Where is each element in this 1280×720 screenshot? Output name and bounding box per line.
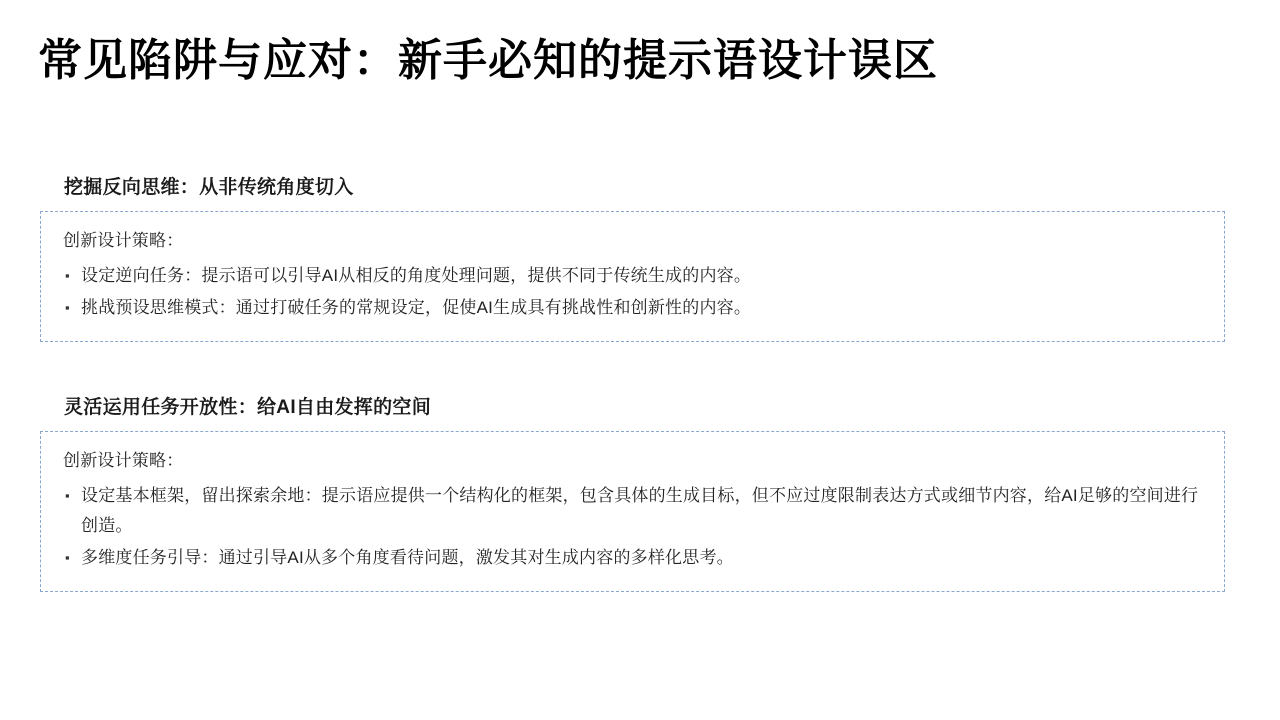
bullet-marker-icon: ▪ [65, 550, 70, 565]
list-item [63, 261, 1202, 291]
section-task-openness [40, 392, 1225, 592]
bullet-marker-icon: ▪ [65, 488, 70, 503]
list-item [63, 293, 1202, 323]
list-item-text: 多维度任务引导：通过引导AI从多个角度看待问题，激发其对生成内容的多样化思考。 [81, 548, 734, 567]
list-item [63, 543, 1202, 573]
bullet-list [63, 481, 1202, 573]
section-heading: 灵活运用任务开放性：给AI自由发挥的空间 [64, 397, 432, 418]
list-item [63, 481, 1202, 541]
box-lead-text: 创新设计策略： [63, 451, 184, 470]
bullet-list [63, 261, 1202, 323]
content-box [40, 431, 1225, 592]
list-item-text: 设定基本框架，留出探索余地：提示语应提供一个结构化的框架，包含具体的生成目标，但不应过度限制表达方式或细节内容，给AI足够的空间进行创造。 [81, 486, 1199, 535]
box-lead-text: 创新设计策略： [63, 231, 184, 250]
bullet-marker-icon: ▪ [65, 300, 70, 315]
content-box [40, 211, 1225, 342]
section-reverse-thinking [40, 172, 1225, 342]
page-title: 常见陷阱与应对：新手必知的提示语设计误区 [38, 36, 938, 85]
bullet-marker-icon: ▪ [65, 268, 70, 283]
section-heading: 挖掘反向思维：从非传统角度切入 [64, 177, 354, 198]
list-item-text: 挑战预设思维模式：通过打破任务的常规设定，促使AI生成具有挑战性和创新性的内容。 [81, 298, 752, 317]
list-item-text: 设定逆向任务：提示语可以引导AI从相反的角度处理问题，提供不同于传统生成的内容。 [81, 266, 752, 285]
